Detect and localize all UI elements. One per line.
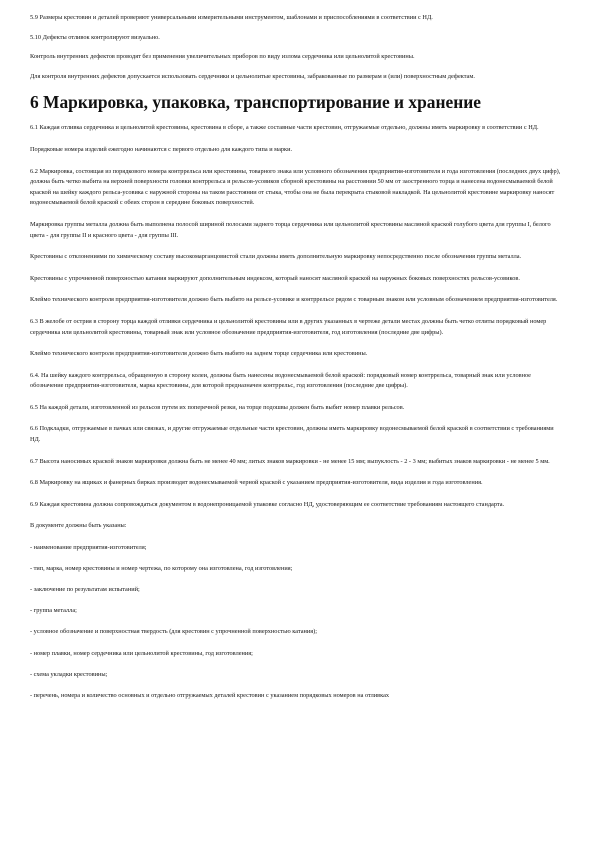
- list-item: - номер плавки, номер сердечника или цельнолитой крестовины, год изготовления;: [30, 649, 253, 657]
- list-item: - перечень, номера и количество основных и отдельно отгружаемых деталей крестовин с указанием порядковых номеров на отливках: [30, 691, 390, 699]
- paragraph: В документе должны быть указаны:: [30, 522, 127, 530]
- paragraph: Порядковые номера изделий ежегодно начинаются с первого отдельно для каждого типа и марки.: [30, 145, 293, 153]
- list-item: - наименование предприятия-изготовителя;: [30, 544, 147, 552]
- paragraph: Клеймо технического контроля предприятия-изготовителя должно быть выбито на рельсе-усовике и контррельсе рядом с товарным знаком или условным обозначением предприятия-изготовителя.: [30, 296, 558, 304]
- paragraph: 6.9 Каждая крестовина должна сопровождаться документом в водонепроницаемой упаковке согласно НД, удостоверяющим ее соответствие требованиям настоящего стандарта.: [30, 500, 505, 508]
- paragraph: Клеймо технического контроля предприятия-изготовителя должно быть выбито на заднем торце сердечника или крестовины.: [30, 350, 368, 358]
- paragraph: Контроль внутренних дефектов проводят без применения увеличительных приборов по виду излома сердечника или цельнолитой крестовины.: [30, 53, 415, 61]
- paragraph: 6.6 Подкладки, отгружаемые в пачках или связках, и другие отгружаемые отдельные части крестовин, должны иметь маркировку водонесмываемой белой краской в соответствии с требованиями НД.: [30, 425, 554, 444]
- requirements-list: [30, 543, 565, 701]
- paragraph: Маркировка группы металла должна быть выполнена полосой шириной полосами заднего торца сердечника или цельнолитой крестовины масляной краской голубого цвета для группы I, белого цвета - для группы II и красного цвета - для группы III.: [30, 220, 551, 239]
- paragraph: 5.10 Дефекты отливок контролируют визуально.: [30, 33, 160, 41]
- paragraph: 6.3 В желобе от острия в сторону торца каждой отливки сердечника и цельнолитой крестовины или в других указанных в чертеже детали местах должны быть четко отлиты порядковый номер сердечника или цельнолитой крестовины, товарный знак или условное обозначение предприятия-изготовителя, год изготовления (последние две цифры).: [30, 317, 547, 336]
- paragraph: Крестовины с отклонениями по химическому составу высокомарганцовистой стали должны иметь дополнительную маркировку непосредственно после обозначения группы металла.: [30, 253, 522, 261]
- list-item: - тип, марка, номер крестовины и номер чертежа, по которому она изготовлена, год изготовления;: [30, 565, 293, 573]
- list-item: - группа металла;: [30, 607, 77, 615]
- paragraph: 6.7 Высота наносимых краской знаков маркировки должна быть не менее 40 мм; литых знаков маркировки - не менее 15 мм; выпуклость - 2 - 3 мм; выбитых знаков маркировки - не менее 5 мм.: [30, 457, 550, 465]
- paragraph: 6.8 Маркировку на ящиках и фанерных бирках производят водонесмываемой черной краской с указанием предприятия-изготовителя, вида изделия и года изготовления.: [30, 479, 483, 487]
- section-body: [30, 123, 565, 532]
- section-heading: 6 Маркировка, упаковка, транспортирование и хранение: [30, 92, 481, 113]
- list-item: - схема укладки крестовины;: [30, 670, 108, 678]
- list-item: - условное обозначение и поверхностная твердость (для крестовин с упрочненной поверхностью катания);: [30, 628, 317, 636]
- paragraph: 6.2 Маркировка, состоящая из порядкового номера контррельса или крестовины, товарного знака или условного обозначения предприятия-изготовителя и года изготовления (последних двух цифр), должна быть четко выбита на верхней поверхности головки контррельса и рельсов-усовиков сборной крестовины на расстоянии 50 мм от заостренного торца и нанесена водонесмываемой белой краской на шейку каждого рельса-усовика с наружной стороны на таком расстоянии от стыка, чтобы она не была перекрыта стыковой накладкой. На цельнолитой крестовине маркировку наносят водонесмываемой белой краской с обеих сторон в середине боковых поверхностей.: [30, 167, 561, 207]
- paragraph: 5.9 Размеры крестовин и деталей проверяют универсальными измерительными инструментом, шаблонами и приспособлениями в соответствии с НД.: [30, 14, 433, 21]
- paragraph: 6.1 Каждая отливка сердечника и цельнолитой крестовины, крестовина в сборе, а также составные части крестовин, отгружаемые отдельно, должны иметь маркировку в соответствии с НД.: [30, 124, 539, 132]
- intro-section: [30, 13, 565, 82]
- paragraph: 6.4. На шейку каждого контррельса, обращенную в сторону колеи, должны быть нанесены водонесмываемой белой краской: порядковый номер контррельса, товарный знак или условное обозначение предприятия-изготовителя, марка крестовины, для которой предназначен контррельс, год изготовления (последние две цифры).: [30, 371, 531, 390]
- paragraph: Крестовины с упрочненной поверхностью катания маркируют дополнительным индексом, который наносят масляной краской на наружных боковых поверхностях рельсов-усовиков.: [30, 274, 520, 282]
- paragraph: Для контроля внутренних дефектов допускается использовать сердечники и цельнолитые крестовины, забракованные по размерам и (или) поверхностным дефектам.: [30, 72, 475, 80]
- list-item: - заключение по результатам испытаний;: [30, 586, 140, 594]
- paragraph: 6.5 На каждой детали, изготовленной из рельсов путем их поперечной резки, на торце подошвы должен быть выбит номер плавки рельсов.: [30, 403, 405, 411]
